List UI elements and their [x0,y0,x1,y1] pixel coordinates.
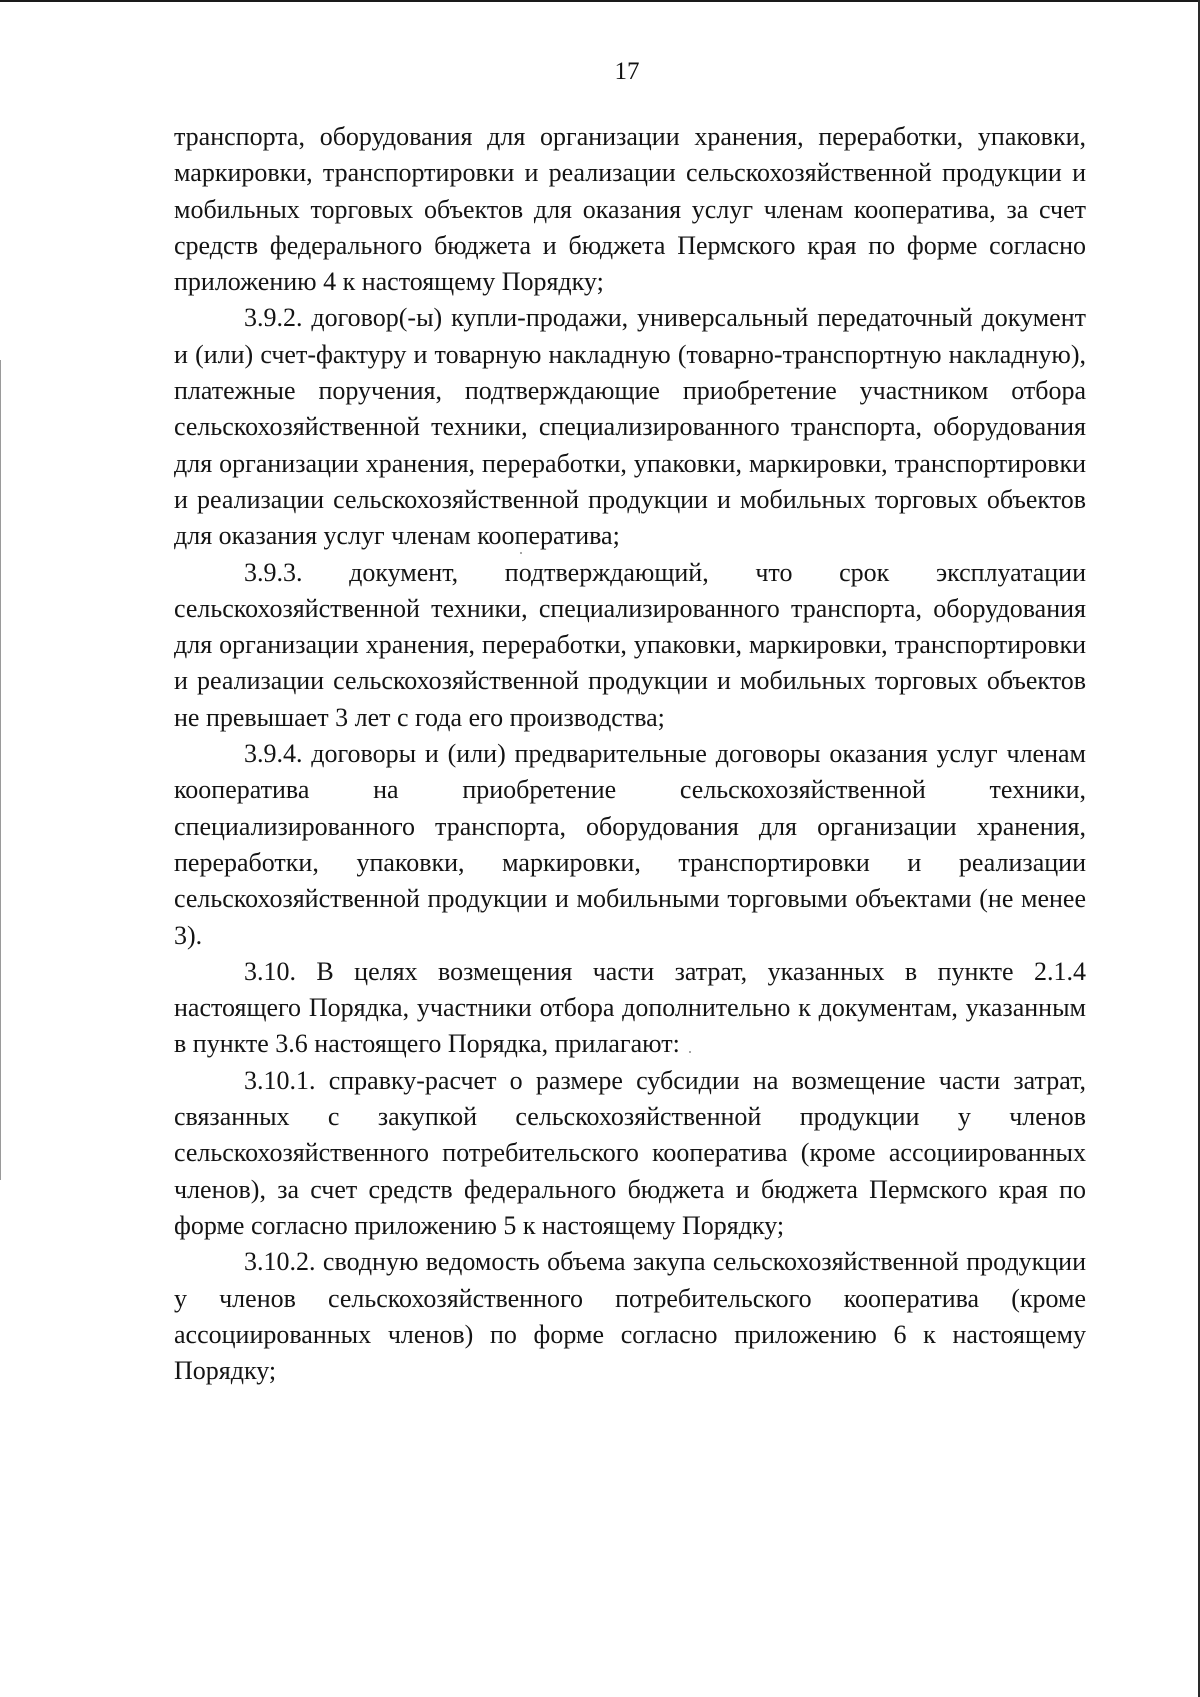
document-body [174,119,1086,1389]
paragraph-3-10: 3.10. В целях возмещения части затрат, указанных в пункте 2.1.4 настоящего Порядка, участники отбора дополнительно к документам, указанным в пункте 3.6 настоящего Порядка, прилагают: [174,956,1086,1059]
paragraph-3-9-2: 3.9.2. договор(-ы) купли-продажи, универсальный передаточный документ и (или) счет-фактуру и товарную накладную (товарно-транспортную накладную), платежные поручения, подтверждающие приобретение участником отбора сельскохозяйственной техники, специализированного транспорта, оборудования для организации хранения, переработки, упаковки, маркировки, транспортировки и реализации сельскохозяйственной продукции и мобильных торговых объектов для оказания услуг членам кооператива; [174,303,1086,551]
paragraph-continuation: транспорта, оборудования для организации хранения, переработки, упаковки, маркировки, транспортировки и реализации сельскохозяйственной продукции и мобильных торговых объектов для оказания услуг членам кооператива, за счет средств федерального бюджета и бюджета Пермского края по форме согласно приложению 4 к настоящему Порядку; [174,122,1086,297]
paragraph-3-9-4: 3.9.4. договоры и (или) предварительные договоры оказания услуг членам кооператива на приобретение сельскохозяйственной техники, специализированного транспорта, оборудования для организации хранения, переработки, упаковки, маркировки, транспортировки и реализации сельскохозяйственной продукции и мобильными торговыми объектами (не менее 3). [174,739,1086,950]
paragraph-3-10-2: 3.10.2. сводную ведомость объема закупа сельскохозяйственной продукции у членов сельскохозяйственного потребительского кооператива (кроме ассоциированных членов) по форме согласно приложению 6 к настоящему Порядку; [174,1247,1086,1386]
scan-speck [689,1051,691,1053]
scan-speck [520,552,522,554]
page-number: 17 [614,58,640,85]
paragraph-3-10-1: 3.10.1. справку-расчет о размере субсидии на возмещение части затрат, связанных с закупкой сельскохозяйственной продукции у членов сельскохозяйственного потребительского кооператива (кроме ассоциированных членов), за счет средств федерального бюджета и бюджета Пермского края по форме согласно приложению 5 к настоящему Порядку; [174,1065,1086,1240]
scan-edge-top [0,0,1200,2]
paragraph-3-9-3: 3.9.3. документ, подтверждающий, что срок эксплуатации сельскохозяйственной техники, специализированного транспорта, оборудования для организации хранения, переработки, упаковки, маркировки, транспортировки и реализации сельскохозяйственной продукции и мобильных торговых объектов не превышает 3 лет с года его производства; [174,557,1086,732]
scan-edge-left [0,360,1,1180]
